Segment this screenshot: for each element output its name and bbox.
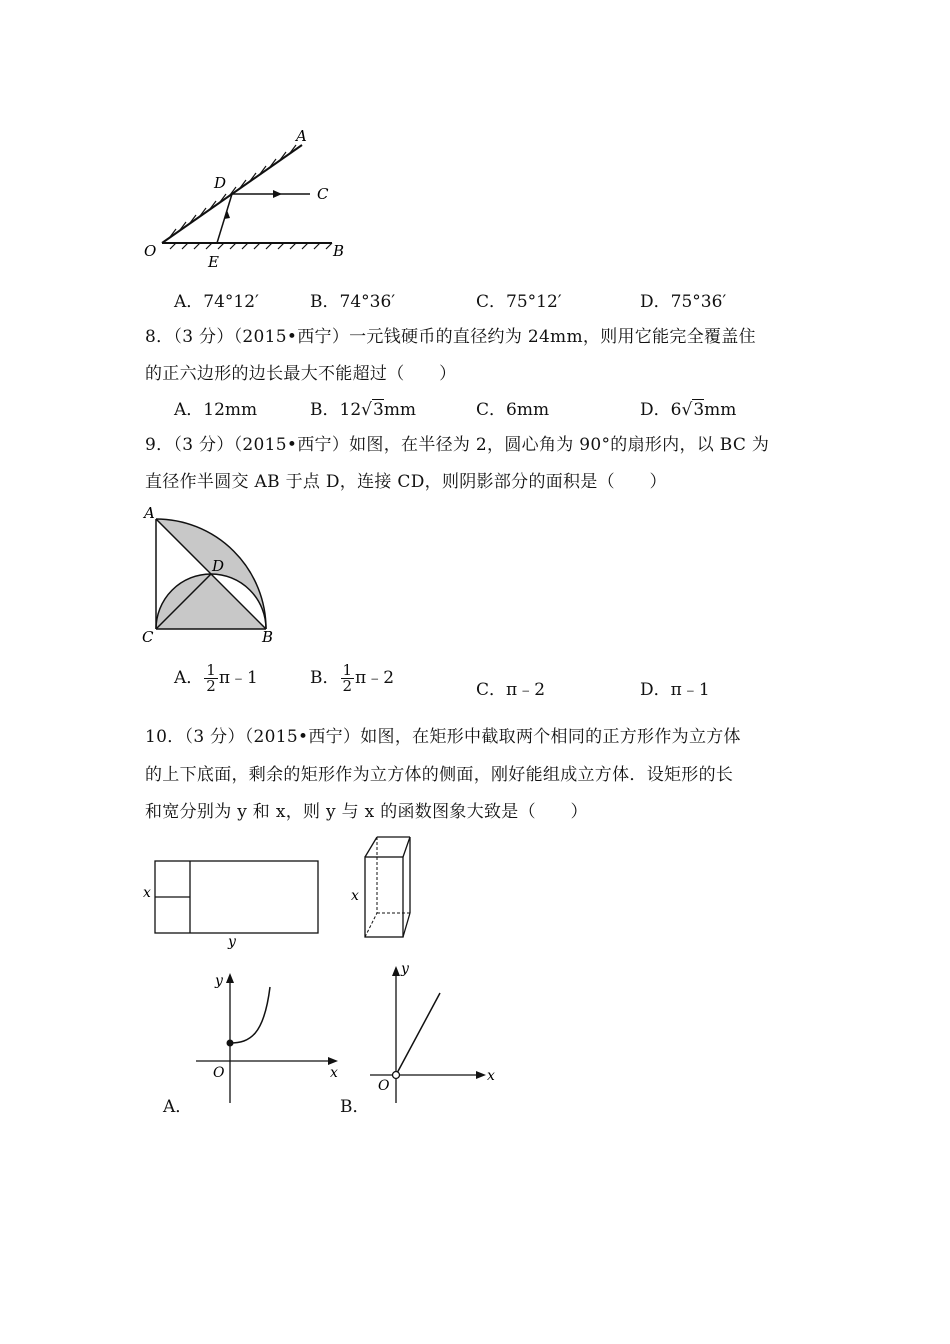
q10-graph-b-label-y: y — [401, 961, 409, 977]
q8-stem-line-2: 的正六边形的边长最大不能超过（ ） — [145, 364, 457, 384]
q9-option-d[interactable]: D．π﹣1 — [640, 680, 710, 700]
q7-label-D: D — [214, 174, 227, 192]
q8-option-d[interactable]: D．6√3mm — [640, 400, 737, 420]
q10-graph-a-label-x: x — [330, 1065, 338, 1081]
q9-stem-line-1: 9．（3 分）（2015•西宁）如图，在半径为 2，圆心角为 90°的扇形内，以 BC 为 — [145, 435, 770, 455]
q10-stem-line-1: 10．（3 分）（2015•西宁）如图，在矩形中截取两个相同的正方形作为立方体 — [145, 727, 741, 747]
q7-label-A: A — [296, 127, 307, 145]
q7-option-d[interactable]: D．75°36′ — [640, 292, 727, 312]
q7-label-B: B — [333, 242, 345, 260]
q7-label-E: E — [208, 253, 219, 270]
sqrt-sign: √ — [681, 400, 693, 420]
q10-option-a[interactable]: A． — [163, 1097, 193, 1117]
q8-option-c[interactable]: C．6mm — [476, 400, 550, 420]
q9-label-B: B — [262, 628, 274, 646]
q9-label-C: C — [142, 628, 154, 646]
q9-option-b[interactable]: B． $\frac{1}{2}$ π﹣2 — [310, 661, 395, 695]
q10-graph-b-label-x: x — [487, 1068, 495, 1084]
q10-box-label-x: x — [351, 888, 359, 904]
q10-graph-b-label-o: O — [378, 1078, 390, 1094]
q9-label-A: A — [144, 504, 155, 522]
q7-option-c[interactable]: C．75°12′ — [476, 292, 562, 312]
q9-option-c[interactable]: C．π﹣2 — [476, 680, 546, 700]
q10-stem-line-3: 和宽分别为 y 和 x，则 y 与 x 的函数图象大致是（ ） — [145, 802, 588, 822]
q8-option-b[interactable]: B．12√3mm — [310, 400, 417, 420]
q10-graph-a-label-o: O — [213, 1065, 225, 1081]
q9-stem-line-2: 直径作半圆交 AB 于点 D，连接 CD，则阴影部分的面积是（ ） — [145, 472, 667, 492]
q7-option-a[interactable]: A．74°12′ — [174, 292, 259, 312]
q10-rect-label-x: x — [143, 885, 151, 901]
q9-label-D: D — [212, 557, 225, 575]
q10-rect-label-y: y — [228, 934, 236, 950]
q10-option-b[interactable]: B． — [340, 1097, 370, 1117]
q9-figure — [140, 503, 280, 648]
q7-label-O: O — [144, 242, 157, 260]
q7-label-C: C — [317, 185, 329, 203]
q10-stem-line-2: 的上下底面，剩余的矩形作为立方体的侧面，刚好能组成立方体．设矩形的长 — [145, 765, 734, 785]
fraction: $\frac{1}{2}$ — [206, 661, 216, 695]
q10-graph-a — [188, 965, 348, 1105]
sqrt-sign: √ — [361, 400, 372, 420]
q7-figure — [140, 125, 355, 270]
q9-option-a[interactable]: A． $\frac{1}{2}$ π﹣1 — [174, 661, 258, 695]
q8-stem-line-1: 8．（3 分）（2015•西宁）一元钱硬币的直径约为 24mm，则用它能完全覆盖住 — [145, 327, 756, 347]
q10-rectangle-figure — [140, 855, 325, 950]
q8-option-a[interactable]: A．12mm — [174, 400, 258, 420]
q10-graph-b — [360, 958, 505, 1103]
q10-box-figure — [348, 833, 418, 943]
q7-option-b[interactable]: B．74°36′ — [310, 292, 396, 312]
q10-graph-a-label-y: y — [215, 973, 223, 989]
fraction: $\frac{1}{2}$ — [342, 661, 353, 695]
